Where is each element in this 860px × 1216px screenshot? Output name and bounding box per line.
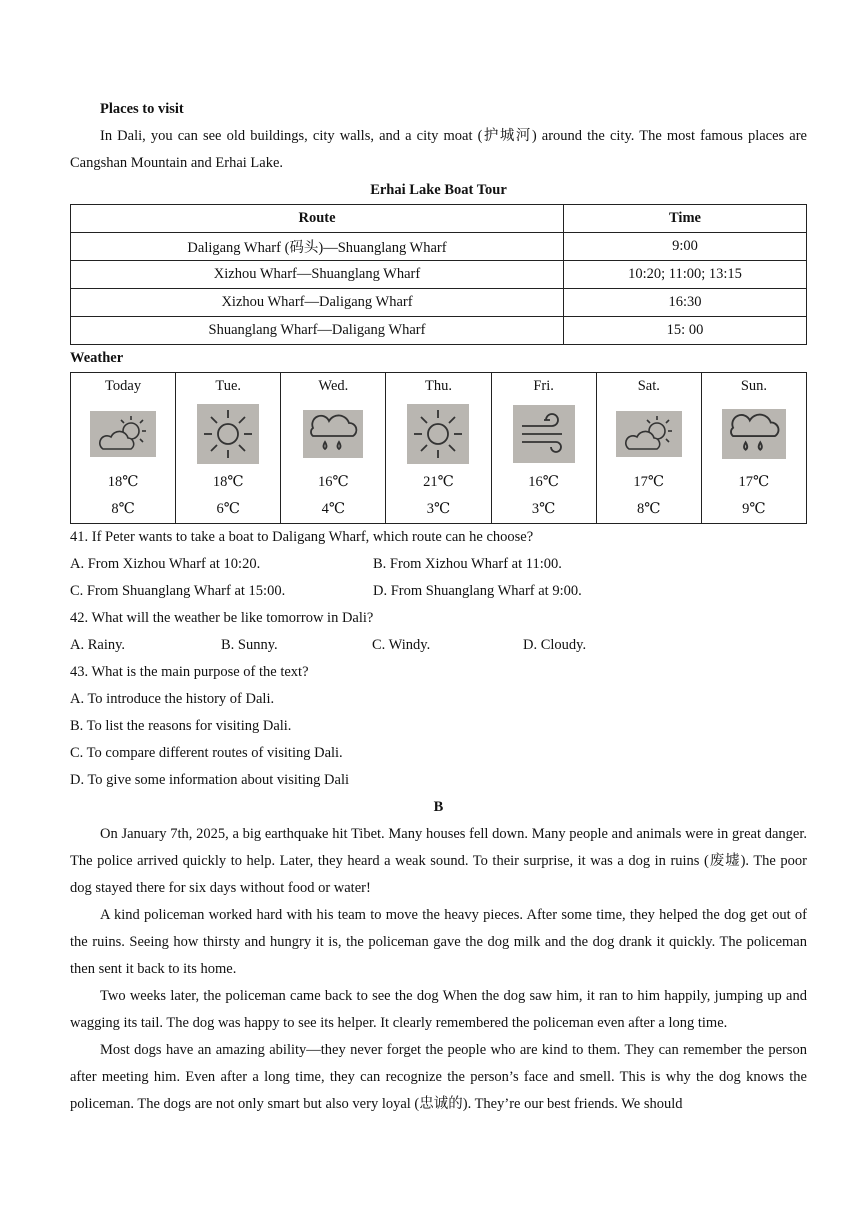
options-row bbox=[70, 632, 807, 659]
weather-day-fri bbox=[491, 373, 596, 524]
weather-day-sat bbox=[596, 373, 701, 524]
places-heading: Places to visit bbox=[100, 101, 184, 117]
options-row bbox=[70, 578, 807, 605]
table-row bbox=[71, 289, 807, 317]
low-temp: 3℃ bbox=[531, 501, 556, 517]
route-cell: Xizhou Wharf—Daligang Wharf bbox=[71, 289, 564, 317]
paragraph: Two weeks later, the policeman came back to see the dog When the dog saw him, it ran to him happily, jumping up and wagging its tail. The dog was happy to see its helper. It clearly remembered the policeman even after a long time. bbox=[70, 988, 807, 1031]
time-cell: 16:30 bbox=[564, 289, 807, 317]
option-d: D. Cloudy. bbox=[523, 637, 587, 653]
partly-cloudy-icon bbox=[90, 411, 156, 457]
rainy-icon bbox=[722, 409, 786, 459]
option-c: C. Windy. bbox=[372, 637, 431, 653]
high-temp: 17℃ bbox=[738, 474, 770, 490]
day-label: Thu. bbox=[425, 378, 452, 394]
sunny-icon bbox=[197, 404, 259, 464]
weather-day-sun bbox=[701, 373, 806, 524]
option-c: C. From Shuanglang Wharf at 15:00. bbox=[70, 583, 286, 599]
high-temp: 17℃ bbox=[633, 474, 665, 490]
high-temp: 16℃ bbox=[317, 474, 349, 490]
low-temp: 8℃ bbox=[111, 501, 135, 517]
sunny-icon bbox=[407, 404, 469, 464]
option-b: B. To list the reasons for visiting Dali. bbox=[70, 718, 292, 734]
day-label: Today bbox=[105, 378, 142, 394]
table-header-row bbox=[71, 205, 807, 233]
time-header: Time bbox=[564, 205, 807, 233]
option-a: A. From Xizhou Wharf at 10:20. bbox=[70, 556, 261, 572]
option-d: D. To give some information about visiting Dali bbox=[70, 772, 350, 788]
day-label: Sun. bbox=[740, 378, 768, 394]
day-label: Wed. bbox=[318, 378, 349, 394]
option-c: C. To compare different routes of visiting Dali. bbox=[70, 745, 343, 761]
low-temp: 6℃ bbox=[216, 501, 240, 517]
boat-tour-table bbox=[70, 204, 807, 345]
document-page bbox=[70, 96, 807, 1118]
option-a: A. To introduce the history of Dali. bbox=[70, 691, 275, 707]
weather-day-thu bbox=[386, 373, 491, 524]
day-label: Tue. bbox=[215, 378, 242, 394]
low-temp: 9℃ bbox=[742, 501, 766, 517]
day-label: Fri. bbox=[533, 378, 554, 394]
low-temp: 8℃ bbox=[637, 501, 661, 517]
route-cell: Shuanglang Wharf—Daligang Wharf bbox=[71, 317, 564, 345]
weather-day-wed bbox=[281, 373, 386, 524]
time-cell: 15: 00 bbox=[564, 317, 807, 345]
weather-heading: Weather bbox=[70, 350, 124, 366]
boat-tour-title: Erhai Lake Boat Tour bbox=[370, 182, 507, 198]
option-b: B. From Xizhou Wharf at 11:00. bbox=[373, 556, 562, 572]
high-temp: 21℃ bbox=[423, 474, 454, 490]
option-b: B. Sunny. bbox=[221, 637, 278, 653]
table-row bbox=[71, 261, 807, 289]
time-cell: 9:00 bbox=[564, 233, 807, 261]
day-label: Sat. bbox=[637, 378, 660, 394]
windy-icon bbox=[513, 405, 575, 463]
table-row bbox=[71, 317, 807, 345]
weather-table bbox=[70, 372, 807, 524]
table-row bbox=[71, 233, 807, 261]
question-41: 41. If Peter wants to take a boat to Daligang Wharf, which route can he choose? bbox=[70, 529, 534, 545]
low-temp: 3℃ bbox=[426, 501, 451, 517]
options-row bbox=[70, 551, 807, 578]
paragraph: On January 7th, 2025, a big earthquake hit Tibet. Many houses fell down. Many people and animals were in great danger. The police arrived quickly to help. Later, they heard a weak sound. To their surprise, it was a dog in ruins (废墟). The poor dog stayed there for six days without food or water! bbox=[70, 826, 807, 896]
section-b-label: B bbox=[433, 799, 444, 815]
high-temp: 18℃ bbox=[107, 474, 139, 490]
places-paragraph: In Dali, you can see old buildings, city walls, and a city moat (护城河) around the city. The most famous places are Cangshan Mountain and Erhai Lake. bbox=[70, 128, 807, 171]
question-43: 43. What is the main purpose of the text? bbox=[70, 664, 309, 680]
paragraph: Most dogs have an amazing ability—they never forget the people who are kind to them. They can remember the person after meeting him. Even after a long time, they can recognize the person’s face and smell. This is why the dog knows the policeman. The dogs are not only smart but also very loyal (忠诚的). They’re our best friends. We should bbox=[70, 1042, 807, 1112]
weather-day-tue bbox=[176, 373, 281, 524]
time-cell: 10:20; 11:00; 13:15 bbox=[564, 261, 807, 289]
route-header: Route bbox=[71, 205, 564, 233]
rainy-icon bbox=[303, 410, 363, 458]
option-a: A. Rainy. bbox=[70, 637, 126, 653]
route-cell: Xizhou Wharf—Shuanglang Wharf bbox=[71, 261, 564, 289]
high-temp: 18℃ bbox=[212, 474, 244, 490]
low-temp: 4℃ bbox=[321, 501, 346, 517]
paragraph: A kind policeman worked hard with his team to move the heavy pieces. After some time, they helped the dog get out of the ruins. Seeing how thirsty and hungry it is, the policeman gave the dog milk and the dog drank it quickly. The policeman then sent it back to its home. bbox=[70, 907, 807, 977]
high-temp: 16℃ bbox=[528, 474, 559, 490]
option-d: D. From Shuanglang Wharf at 9:00. bbox=[373, 583, 582, 599]
weather-day-today bbox=[71, 373, 176, 524]
question-42: 42. What will the weather be like tomorrow in Dali? bbox=[70, 610, 374, 626]
route-cell: Daligang Wharf (码头)—Shuanglang Wharf bbox=[71, 233, 564, 261]
partly-cloudy-icon bbox=[616, 411, 682, 457]
